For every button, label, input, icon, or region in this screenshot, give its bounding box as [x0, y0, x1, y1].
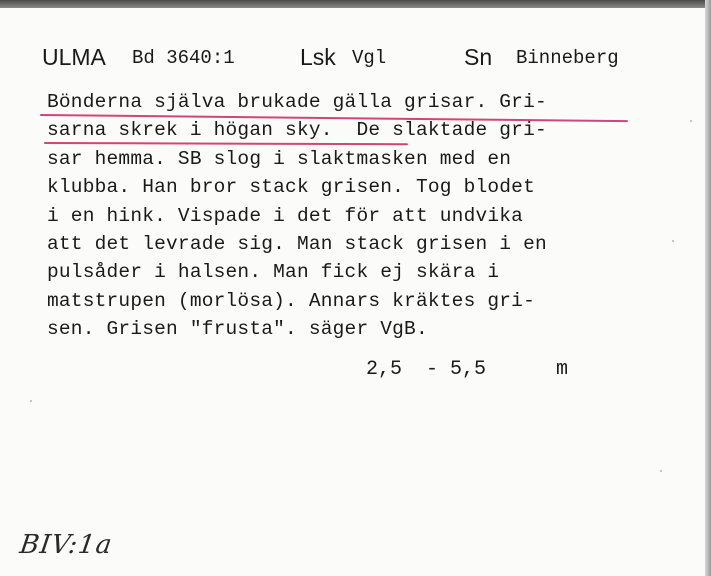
text-line: att det levrade sig. Man stack grisen i en: [47, 232, 547, 255]
text-line: sar hemma. SB slog i slaktmasken med en: [47, 147, 512, 170]
parish-value: Binneberg: [516, 47, 619, 69]
text-line: matstrupen (morlösa). Annars kräktes gri-: [47, 289, 535, 312]
parish-label: Sn: [464, 44, 493, 70]
archive-code: ULMA: [42, 44, 106, 70]
measurement-range: 2,5 - 5,5: [366, 358, 487, 381]
card-body-text: [47, 88, 657, 344]
scan-speck: [672, 240, 674, 242]
card-header: [42, 44, 662, 74]
scan-right-edge: [705, 0, 711, 576]
province-value: Vgl: [352, 47, 387, 69]
text-line: pulsåder i halsen. Man fick ej skära i: [47, 261, 500, 284]
scan-speck: [690, 120, 692, 122]
text-line: klubba. Han bror stack grisen. Tog blodet: [47, 176, 535, 199]
text-line: Bönderna själva brukade gälla grisar. Gri-: [47, 91, 547, 113]
scan-speck: [30, 400, 32, 402]
measurement-unit: m: [556, 358, 569, 381]
handwritten-shelfmark: BIV:1a: [17, 530, 115, 560]
scan-speck: [660, 470, 662, 472]
province-label: Lsk: [300, 44, 336, 70]
text-line: sarna skrek i högan sky. De slaktade gri-: [47, 119, 547, 142]
text-line: i en hink. Vispade i det för att undvika: [47, 204, 524, 227]
scan-top-edge: [0, 0, 711, 8]
volume-number: Bd 3640:1: [132, 47, 235, 69]
text-line: sen. Grisen "frusta". säger VgB.: [47, 318, 428, 341]
